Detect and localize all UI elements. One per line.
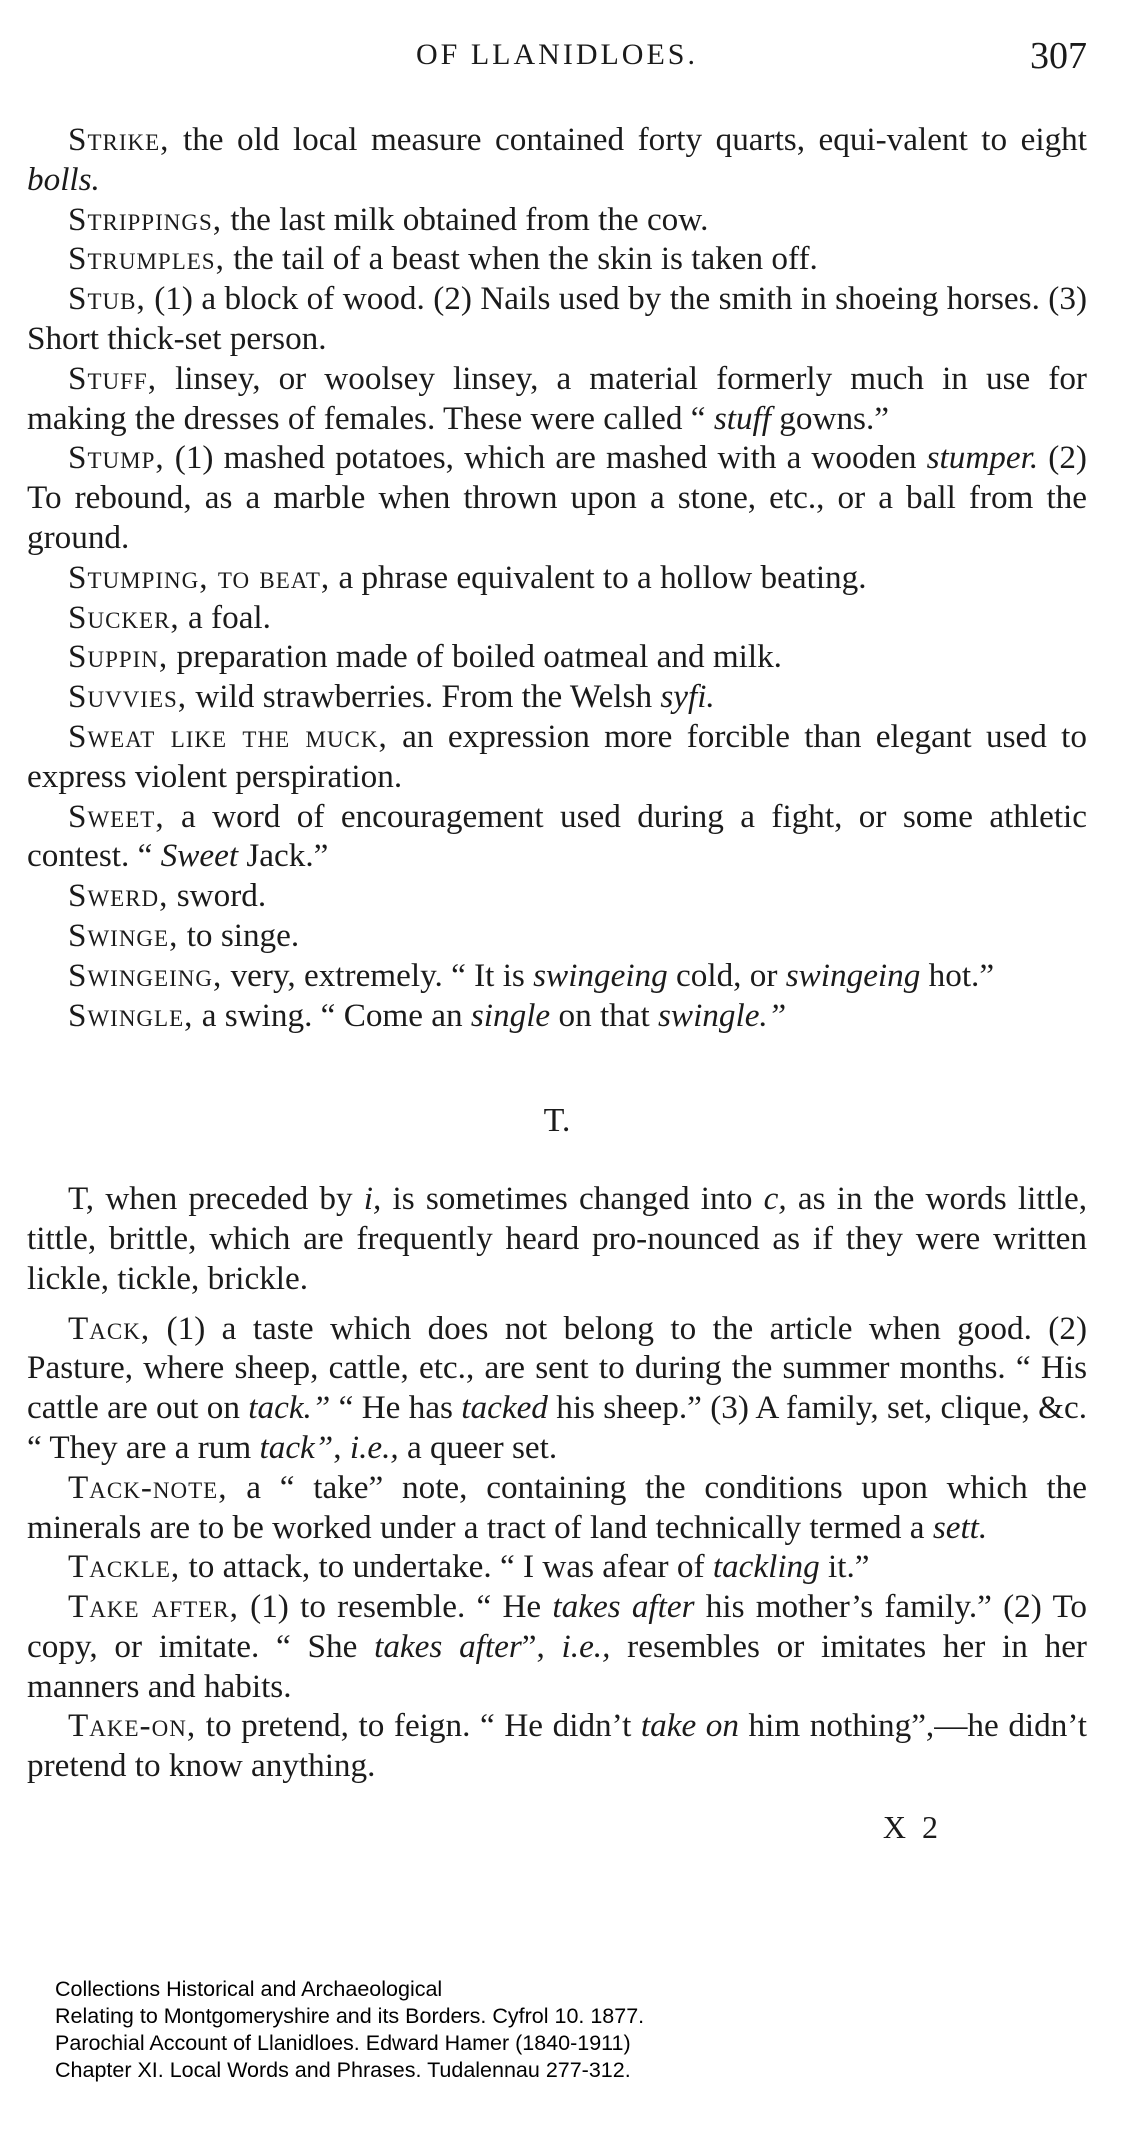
entry-italic-text: i, (363, 1180, 382, 1218)
entry-text: (1) to resemble. “ He (238, 1588, 553, 1626)
entry-italic-text: tackling (712, 1548, 820, 1586)
running-head (27, 35, 1087, 82)
entry-text: the old local measure contained forty quarts, equi-valent to eight (169, 121, 1087, 158)
entry-text: (1) mashed potatoes, which are mashed with a wooden (164, 439, 927, 477)
entry-headword: Stump, (68, 439, 165, 477)
entry-headword: Tackle, (68, 1548, 181, 1586)
entry-text: (1) a taste which does not belong to the article when good. (2) Pasture, where sheep, cattle, etc., are sent to during the summer months. “ His cattle are out on (27, 1309, 1087, 1427)
entry-headword: Strumples, (68, 240, 225, 278)
footer-line: Chapter XI. Local Words and Phrases. Tudalennau 277-312. (55, 2058, 631, 2082)
entry-text: as in the words little, tittle, brittle, which are frequently heard pro-nounced as if they were written lickle, tickle, brickle. (27, 1180, 1087, 1297)
entry-text: “ He has (330, 1389, 462, 1427)
entry-headword: Stub, (68, 280, 146, 318)
glossary-entry (27, 558, 1087, 598)
entry-headword: Take after, (68, 1588, 239, 1626)
entry-headword: Take-on, (68, 1707, 197, 1745)
entry-text: to pretend, to feign. “ He didn’t (196, 1707, 641, 1745)
entry-text: the last milk obtained from the cow. (222, 200, 709, 238)
entry-text: sword. (168, 877, 267, 915)
glossary-entry (27, 797, 1087, 877)
glossary-entry (27, 677, 1087, 717)
entry-text: an expression more forcible than elegant used to express violent perspiration. (27, 717, 1087, 795)
entry-text: resembles or imitates her in her manners and habits. (27, 1627, 1087, 1705)
entry-headword: Sucker, (68, 598, 180, 636)
running-title: OF LLANIDLOES. (416, 38, 698, 71)
entry-text: him nothing”,—he didn’t pretend to know anything. (27, 1707, 1087, 1785)
entry-text: , (333, 1428, 350, 1466)
entry-italic-text: stuff (713, 399, 771, 437)
glossary-entry (27, 1547, 1087, 1587)
entry-text: a foal. (179, 598, 271, 636)
entry-text: to singe. (178, 916, 300, 954)
glossary-entry (27, 200, 1087, 240)
entry-italic-text: i.e., (561, 1627, 611, 1665)
glossary-entry (27, 637, 1087, 677)
glossary-entry (27, 279, 1087, 359)
glossary-entry (27, 239, 1087, 279)
section-heading-t: T. (543, 1102, 571, 1140)
footer-note (55, 1976, 955, 2084)
entry-headword: Suppin, (68, 638, 169, 676)
entry-text: wild strawberries. From the Welsh (187, 678, 661, 716)
entry-headword: Suvvies, (68, 678, 188, 716)
glossary-entry (27, 996, 1087, 1036)
entry-italic-text: i.e., (349, 1428, 399, 1466)
glossary-entry (27, 956, 1087, 996)
footer-line: Collections Historical and Archaeological (55, 1977, 443, 2001)
footer-line: Parochial Account of Llanidloes. Edward Hamer (1840-1911) (55, 2031, 631, 2055)
footer-line: Relating to Montgomeryshire and its Borders. Cyfrol 10. 1877. (55, 2004, 645, 2028)
entry-text: a queer set. (398, 1428, 558, 1466)
entry-italic-text: stumper. (926, 439, 1039, 477)
entry-italic-text: c, (763, 1180, 787, 1218)
entry-headword: Swingeing, (68, 956, 223, 994)
entry-text: a phrase equivalent to a hollow beating. (330, 558, 867, 596)
entry-text: a swing. “ Come an (193, 996, 471, 1034)
entry-headword: Swingle, (68, 996, 194, 1034)
entry-text: to attack, to undertake. “ I was afear of (180, 1548, 713, 1586)
entry-italic-text: takes after (374, 1627, 522, 1665)
glossary-entry (27, 717, 1087, 797)
entry-text: it.” (819, 1548, 870, 1586)
entry-text: on that (550, 996, 659, 1034)
entry-headword: Strippings, (68, 200, 223, 238)
glossary-entry (27, 359, 1087, 439)
entry-text: Jack.” (238, 837, 329, 875)
entry-headword: Stuff, (68, 359, 157, 397)
entry-text: his mother’s family.” (2) To copy, or imitate. “ She (27, 1588, 1087, 1665)
entry-italic-text: Sweet (160, 837, 239, 875)
glossary-content (27, 120, 1087, 1848)
entry-text: preparation made of boiled oatmeal and milk. (168, 638, 782, 676)
glossary-entry (27, 876, 1087, 916)
entry-headword: Sweet, (68, 797, 165, 835)
entry-text: cold, or (667, 956, 786, 994)
entry-italic-text: tack” (259, 1428, 334, 1466)
entry-italic-text: swingeing (533, 956, 668, 994)
glossary-entry (27, 598, 1087, 638)
glossary-entry (27, 916, 1087, 956)
entry-headword: Tack-note, (68, 1468, 228, 1506)
entry-text: ”, (521, 1627, 562, 1665)
entry-headword: Strike, (68, 121, 170, 158)
entry-headword: Tack, (68, 1309, 151, 1347)
entry-italic-text: takes after (552, 1588, 695, 1626)
entry-headword: Sweat like the muck, (68, 717, 388, 755)
entry-text: (1) a block of wood. (2) Nails used by the smith in shoeing horses. (3) Short thick-set person. (27, 280, 1087, 357)
t-intro-paragraph (27, 1179, 1087, 1298)
s-entries (27, 120, 1087, 1035)
entry-italic-text: tacked (461, 1389, 548, 1427)
entry-headword: Swerd, (68, 877, 169, 915)
entry-italic-text: swingle.” (658, 996, 787, 1034)
entry-text: hot.” (920, 956, 995, 994)
entry-text: T, when preceded by (68, 1180, 364, 1218)
entry-text: his sheep.” (3) A family, set, clique, &c. “ They are a rum (27, 1389, 1088, 1466)
t-entries (27, 1309, 1087, 1787)
entry-text: (2) To rebound, as a marble when thrown upon a stone, etc., or a ball from the ground. (27, 439, 1087, 556)
entry-text: the tail of a beast when the skin is taken off. (224, 240, 818, 278)
glossary-entry (27, 120, 1087, 200)
entry-italic-text: sett. (932, 1508, 988, 1546)
glossary-entry (27, 1587, 1087, 1706)
signature-mark: X 2 (882, 1809, 942, 1846)
entry-italic-text: bolls. (27, 160, 100, 198)
glossary-entry (27, 1706, 1087, 1786)
entry-text: a word of encouragement used during a fight, or some athletic contest. “ (27, 797, 1087, 875)
entry-italic-text: take on (640, 1707, 739, 1745)
entry-headword: Stumping, to beat, (68, 558, 331, 596)
entry-italic-text: swingeing (785, 956, 921, 994)
entry-italic-text: syfi. (660, 678, 715, 716)
glossary-entry (27, 438, 1087, 557)
glossary-entry (27, 1468, 1087, 1548)
entry-italic-text: tack.” (248, 1389, 331, 1427)
page-number: 307 (1030, 35, 1087, 77)
entry-italic-text: single (470, 996, 551, 1034)
entry-text: a “ take” note, containing the conditions upon which the minerals are to be worked under a tract of land technically termed a (27, 1468, 1087, 1546)
glossary-entry (27, 1309, 1087, 1468)
entry-text: linsey, or woolsey linsey, a material formerly much in use for making the dresses of females. These were called “ (27, 359, 1087, 437)
entry-text: is sometimes changed into (381, 1180, 764, 1218)
entry-text: very, extremely. “ It is (222, 956, 534, 994)
entry-headword: Swinge, (68, 916, 179, 954)
entry-text: gowns.” (771, 399, 889, 437)
